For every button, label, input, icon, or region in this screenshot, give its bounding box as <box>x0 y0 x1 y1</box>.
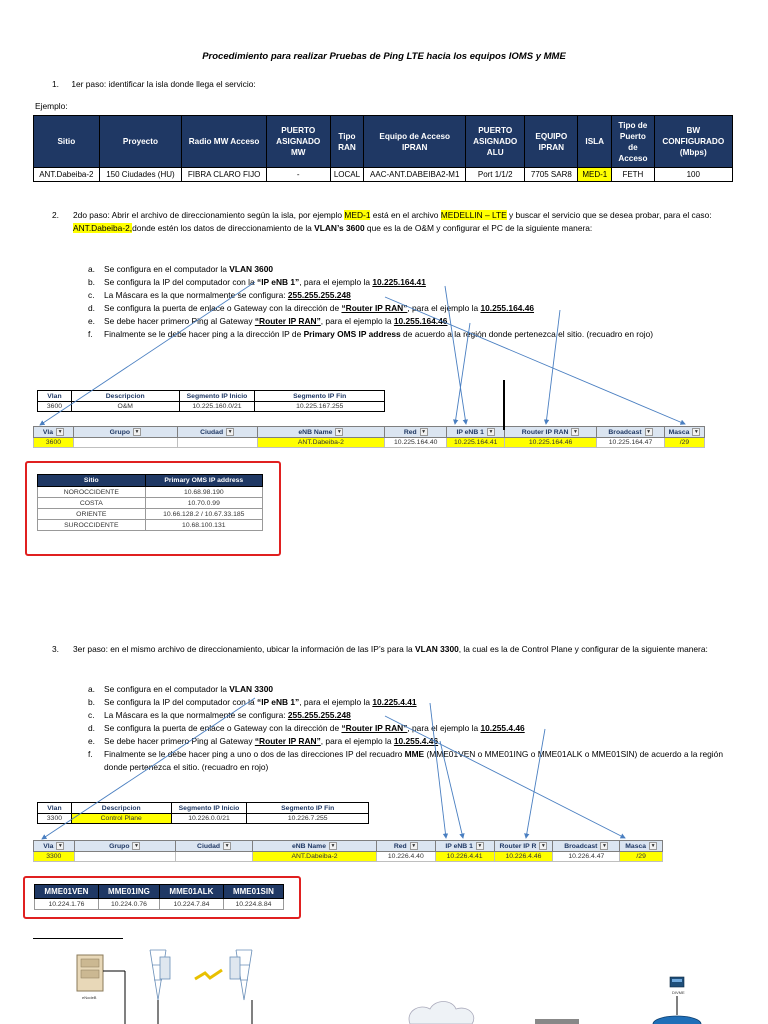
list-letter: e. <box>88 736 95 746</box>
list-bold: “Router IP RAN” <box>341 723 408 733</box>
cell-region: COSTA <box>38 498 146 509</box>
header-oms-ip: Primary OMS IP address <box>145 475 262 487</box>
header-label: eNB Name <box>298 428 333 436</box>
list-text: Se configura la IP del computador con la <box>104 697 258 707</box>
enodeb-label: eNodeB <box>82 995 97 1000</box>
cell-ip: 10.66.128.2 / 10.67.33.185 <box>145 509 262 520</box>
cell-ip: 10.68.98.190 <box>145 487 262 498</box>
list-letter: e. <box>88 316 95 326</box>
filter-dropdown-icon[interactable]: ▼ <box>57 429 63 435</box>
header-mme01sin: MME01SIN <box>223 885 283 899</box>
filter-dropdown-icon[interactable]: ▼ <box>421 429 427 435</box>
radio-link-icon <box>195 970 222 979</box>
arrow-line <box>546 310 560 424</box>
filter-dropdown-icon[interactable]: ▼ <box>540 843 546 849</box>
step-2-text: está en el archivo <box>370 210 441 220</box>
network-diagram <box>0 945 768 1024</box>
header-label: Router IP RAN <box>521 428 569 436</box>
mw-tower-icon <box>230 950 252 1000</box>
filter-dropdown-icon[interactable]: ▼ <box>650 843 656 849</box>
list-letter: c. <box>88 290 95 300</box>
arrow-line <box>42 697 258 839</box>
header-radio-mw: Radio MW Acceso <box>182 116 267 168</box>
cell-region: SUROCCIDENTE <box>38 520 146 531</box>
header-vlan: Vlan <box>38 391 72 402</box>
filter-dropdown-icon[interactable]: ▼ <box>227 429 233 435</box>
arrow-line <box>445 286 466 424</box>
step-2-text: que es la de O&M y configurar el PC de la siguiente manera: <box>364 223 593 233</box>
step-2-vlan: VLAN’s 3600 <box>314 223 365 233</box>
highlight-isla: MED-1 <box>344 210 371 220</box>
arrow-line <box>385 716 625 838</box>
footnote-rule <box>33 938 123 939</box>
arrow-line <box>526 729 545 838</box>
cell-bw: 100 <box>654 168 732 182</box>
list-bold: Primary OMS IP address <box>303 329 401 339</box>
header-descripcion: Descripcion <box>71 803 171 814</box>
filter-dropdown-icon[interactable]: ▼ <box>601 843 607 849</box>
cell-mme-ip: 10.224.1.76 <box>35 899 99 910</box>
list-letter: b. <box>88 697 95 707</box>
cell-broadcast: 10.225.164.47 <box>597 438 665 448</box>
list-letter: d. <box>88 723 95 733</box>
header-label: Masca <box>625 842 647 850</box>
header-label: Vla <box>43 842 54 850</box>
cell-region: NOROCCIDENTE <box>38 487 146 498</box>
step-3-text: , la cual es la de Control Plane y configurar de la siguiente manera: <box>458 644 708 654</box>
list-letter: f. <box>88 749 93 759</box>
cell-ip: 10.70.0.99 <box>145 498 262 509</box>
cell-mme-ip: 10.224.8.84 <box>223 899 283 910</box>
list-text: Se debe hacer primero Ping al Gateway <box>104 316 255 326</box>
list-text: , para el ejemplo la <box>299 277 373 287</box>
header-sitio: Sitio <box>38 475 146 487</box>
cell-mascara: /29 <box>620 852 663 862</box>
arrow-line <box>440 741 463 838</box>
header-label: Red <box>403 428 417 436</box>
cell-vlan: 3300 <box>38 814 72 824</box>
list-bold: “Router IP RAN” <box>254 316 321 326</box>
cell-router-ip: 10.225.164.46 <box>505 438 597 448</box>
highlight-sitio: ANT.Dabeiba-2, <box>73 223 133 233</box>
cell-region: ORIENTE <box>38 509 146 520</box>
header-segmento-fin: Segmento IP Fin <box>255 391 385 402</box>
header-label: Grupo <box>109 428 130 436</box>
step-1-text: 1er paso: identificar la isla donde llega el servicio: <box>71 79 256 89</box>
list-letter: a. <box>88 264 95 274</box>
filter-dropdown-icon[interactable]: ▼ <box>57 843 63 849</box>
list-text: , para el ejemplo la <box>320 736 394 746</box>
list-text: Se configura en el computador la <box>104 684 230 694</box>
header-segmento-inicio: Segmento IP Inicio <box>171 803 247 814</box>
list-text: Se configura la puerta de enlace o Gateway con la dirección de <box>104 303 342 313</box>
arrow-line <box>430 703 446 838</box>
cell-vla: 3600 <box>34 438 74 448</box>
filter-dropdown-icon[interactable]: ▼ <box>134 429 140 435</box>
step-2-text: y buscar el servicio que se desea probar, para el caso: <box>506 210 712 220</box>
cell-descripcion: Control Plane <box>71 814 171 824</box>
list-bold: “IP eNB 1” <box>257 697 300 707</box>
cell-ip-enb: 10.226.4.41 <box>435 852 494 862</box>
list-text: Se configura en el computador la <box>104 264 230 274</box>
list-text: Se configura la puerta de enlace o Gateway con la dirección de <box>104 723 342 733</box>
cell-enb-name: ANT.Dabeiba-2 <box>257 438 385 448</box>
cell-equipo-ipran: 7705 SAR8 <box>525 168 578 182</box>
step-2-text: donde estén los datos de direccionamiento de la <box>132 223 315 233</box>
cell-isla: MED-1 <box>578 168 612 182</box>
list-text: , para el ejemplo la <box>299 697 373 707</box>
cell-router-ip: 10.226.4.46 <box>494 852 553 862</box>
page-title: Procedimiento para realizar Pruebas de Ping LTE hacia los equipos IOMS y MME <box>202 51 566 62</box>
list-text: , para el ejemplo la <box>407 723 481 733</box>
list-letter: d. <box>88 303 95 313</box>
cell-segmento-fin: 10.225.167.255 <box>255 402 385 412</box>
filter-dropdown-icon[interactable]: ▼ <box>572 429 578 435</box>
switch-icon <box>653 1016 701 1024</box>
list-letter: b. <box>88 277 95 287</box>
step-2-number: 2. <box>52 210 59 220</box>
list-bold: VLAN 3600 <box>229 264 274 274</box>
cell-tipo-ran: LOCAL <box>330 168 364 182</box>
cell-sitio: ANT.Dabeiba-2 <box>34 168 100 182</box>
cloud-icon <box>409 1002 474 1024</box>
header-label: IP eNB 1 <box>456 428 484 436</box>
step-3-number: 3. <box>52 644 59 654</box>
header-puerto-mw: PUERTO ASIGNADO MW <box>266 116 330 168</box>
header-segmento-fin: Segmento IP Fin <box>247 803 369 814</box>
filter-dropdown-icon[interactable]: ▼ <box>477 843 483 849</box>
cell-ip-enb: 10.225.164.41 <box>447 438 505 448</box>
list-letter: f. <box>88 329 93 339</box>
cell-proyecto: 150 Ciudades (HU) <box>99 168 182 182</box>
cell-red: 10.225.164.40 <box>385 438 447 448</box>
mme-server-icon <box>670 977 684 987</box>
list-value: 255.255.255.248 <box>287 290 351 300</box>
cell-ip: 10.68.100.131 <box>145 520 262 531</box>
list-text: Se configura la IP del computador con la <box>104 277 258 287</box>
header-label: Grupo <box>109 842 130 850</box>
cell-tipo-puerto: FETH <box>612 168 654 182</box>
list-value: 10.225.4.41 <box>372 697 417 707</box>
cell-vla: 3300 <box>34 852 75 862</box>
arrow-line <box>385 297 685 424</box>
cell-broadcast: 10.226.4.47 <box>553 852 620 862</box>
mme-label: DIVME <box>672 990 685 995</box>
cell-descripcion: O&M <box>71 402 179 412</box>
step-2-text: 2do paso: Abrir el archivo de direccionamiento según la isla, por ejemplo <box>73 210 345 220</box>
list-text: Se debe hacer primero Ping al Gateway <box>104 736 255 746</box>
cell-mme-ip: 10.224.7.84 <box>160 899 224 910</box>
list-value: 10.225.164.41 <box>372 277 426 287</box>
filter-dropdown-icon[interactable]: ▼ <box>134 843 139 849</box>
mw-tower-icon <box>150 950 170 1000</box>
list-value: 10.255.164.46 <box>393 316 448 326</box>
list-value: 10.255.4.46 <box>393 736 439 746</box>
list-text: La Máscara es la que normalmente se configura: <box>104 710 288 720</box>
list-letter: c. <box>88 710 95 720</box>
list-value: 10.255.164.46 <box>480 303 535 313</box>
list-text: (MME01VEN o MME01ING o MME01ALK o MME01SIN) de acuerdo a la región donde pertenezca el sitio. (recuadro en rojo) <box>104 749 723 772</box>
example-label: Ejemplo: <box>35 101 68 111</box>
filter-dropdown-icon[interactable]: ▼ <box>488 429 494 435</box>
list-bold: VLAN 3300 <box>229 684 274 694</box>
header-label: IP eNB 1 <box>445 842 473 850</box>
list-text: La Máscara es la que normalmente se configura: <box>104 290 288 300</box>
header-label: eNB Name <box>291 842 326 850</box>
header-descripcion: Descripcion <box>71 391 179 402</box>
header-label: Broadcast <box>608 428 642 436</box>
header-bw: BW CONFIGURADO (Mbps) <box>654 116 732 168</box>
filter-dropdown-icon[interactable]: ▼ <box>330 843 336 849</box>
list-value: 255.255.255.248 <box>287 710 351 720</box>
header-proyecto: Proyecto <box>99 116 182 168</box>
filter-dropdown-icon[interactable]: ▼ <box>411 843 417 849</box>
header-label: Red <box>393 842 407 850</box>
cell-puerto-alu: Port 1/1/2 <box>466 168 525 182</box>
header-tipo-puerto: Tipo de Puerto de Acceso <box>612 116 654 168</box>
header-puerto-alu: PUERTO ASIGNADO ALU <box>466 116 525 168</box>
list-bold: “Router IP RAN” <box>341 303 408 313</box>
header-mme01ven: MME01VEN <box>35 885 99 899</box>
cell-puerto-mw: - <box>266 168 330 182</box>
list-bold: MME <box>404 749 425 759</box>
header-isla: ISLA <box>578 116 612 168</box>
cell-red: 10.226.4.40 <box>376 852 435 862</box>
list-bold: “IP eNB 1” <box>257 277 300 287</box>
step-3-vlan: VLAN 3300 <box>415 644 459 654</box>
header-label: Vla <box>42 428 54 436</box>
header-segmento-inicio: Segmento IP Inicio <box>179 391 255 402</box>
header-equipo-acceso: Equipo de Acceso IPRAN <box>364 116 466 168</box>
list-text: de acuerdo a la región donde pertenezca el sitio. (recuadro en rojo) <box>400 329 654 339</box>
step-3-text: 3er paso: en el mismo archivo de direccionamiento, ubicar la información de las IP’s para la <box>73 644 415 654</box>
highlight-archivo: MEDELLIN – LTE <box>440 210 507 220</box>
arrow-line <box>455 323 470 424</box>
router-icon <box>535 1019 579 1024</box>
cell-enb-name: ANT.Dabeiba-2 <box>253 852 377 862</box>
header-mme01alk: MME01ALK <box>160 885 224 899</box>
cell-vlan: 3600 <box>38 402 72 412</box>
header-mme01ing: MME01ING <box>98 885 159 899</box>
header-vlan: Vlan <box>38 803 72 814</box>
cell-mascara: /29 <box>664 438 704 448</box>
enodeb-icon <box>77 955 103 991</box>
cell-mme-ip: 10.224.0.76 <box>98 899 159 910</box>
list-text: Finalmente se le debe hacer ping a la dirección IP de <box>104 329 304 339</box>
header-label: Masca <box>668 428 690 436</box>
list-bold: “Router IP RAN” <box>254 736 321 746</box>
filter-dropdown-icon[interactable]: ▼ <box>693 429 699 435</box>
cell-equipo-acceso: AAC-ANT.DABEIBA2-M1 <box>364 168 466 182</box>
cell-segmento-fin: 10.226.7.255 <box>247 814 369 824</box>
list-text: , para el ejemplo la <box>320 316 394 326</box>
header-label: Router IP R <box>499 842 537 850</box>
header-equipo-ipran: EQUIPO IPRAN <box>525 116 578 168</box>
header-tipo-ran: Tipo RAN <box>330 116 364 168</box>
list-value: 10.255.4.46 <box>480 723 525 733</box>
cell-segmento-inicio: 10.226.0.0/21 <box>171 814 247 824</box>
header-label: Broadcast <box>564 842 598 850</box>
list-letter: a. <box>88 684 95 694</box>
cell-radio-mw: FIBRA CLARO FIJO <box>182 168 267 182</box>
list-text: Finalmente se le debe hacer ping a uno o dos de las direcciones IP del recuadro <box>104 749 405 759</box>
cell-segmento-inicio: 10.225.160.0/21 <box>179 402 255 412</box>
arrow-line <box>40 282 255 425</box>
header-label: Ciudad <box>200 428 224 436</box>
step-1-number: 1. <box>52 79 59 89</box>
header-label: Ciudad <box>197 842 221 850</box>
list-text: , para el ejemplo la <box>407 303 481 313</box>
filter-dropdown-icon[interactable]: ▼ <box>336 429 342 435</box>
filter-dropdown-icon[interactable]: ▼ <box>224 843 230 849</box>
header-sitio: Sitio <box>34 116 100 168</box>
filter-dropdown-icon[interactable]: ▼ <box>646 429 652 435</box>
